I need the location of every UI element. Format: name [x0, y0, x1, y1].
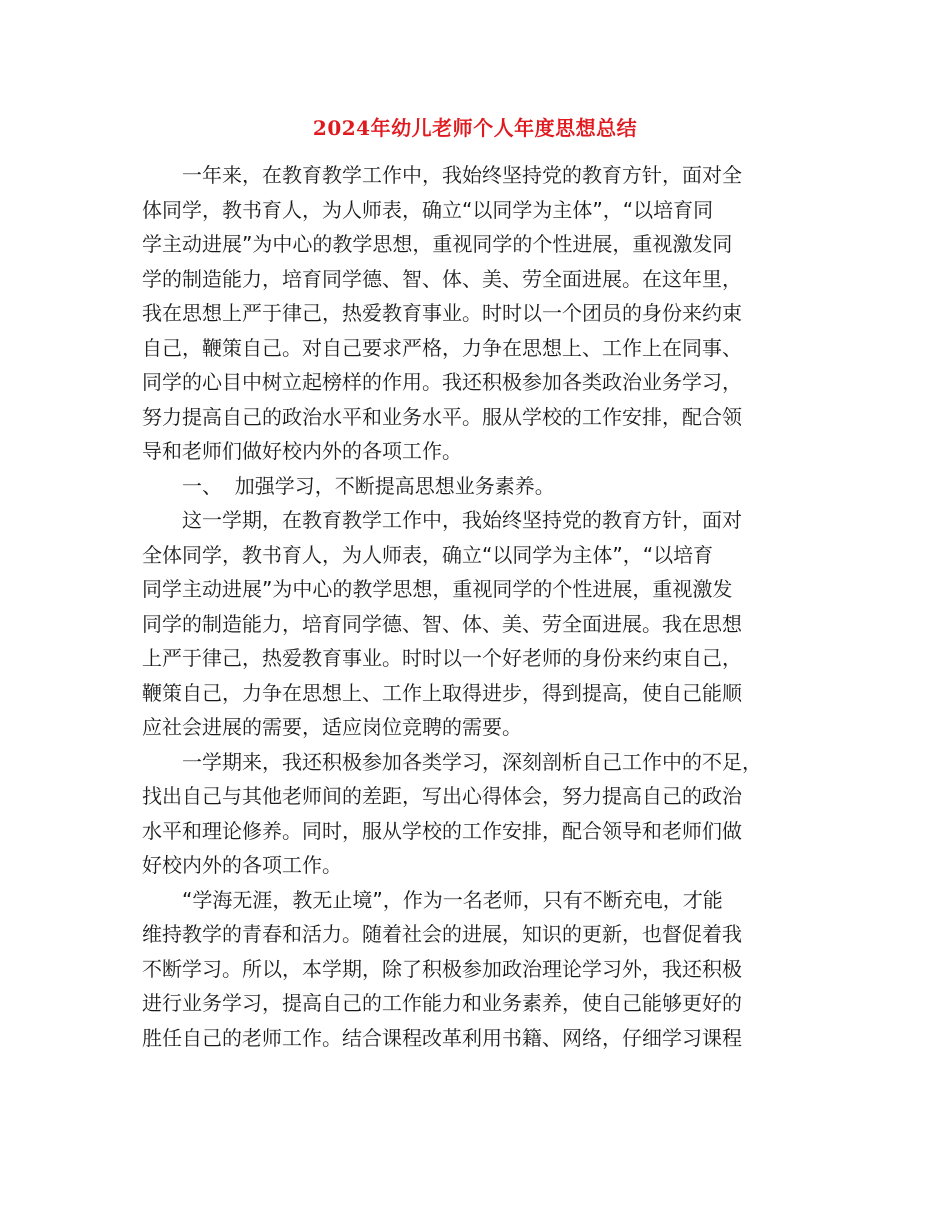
text-line: 全体同学，教书育人，为人师表，确立“以同学为主体”，“以培育	[142, 542, 714, 567]
text-line: 不断学习。所以，本学期，除了积极参加政治理论学习外，我还积极	[142, 956, 742, 981]
text-line: 维持教学的青春和活力。随着社会的进展，知识的更新，也督促着我	[142, 922, 742, 946]
text-line: 导和老师们做好校内外的各项工作。	[142, 439, 462, 463]
text-line: 同学的心目中树立起榜样的作用。我还积极参加各类政治业务学习，	[142, 370, 742, 394]
text-line: 进行业务学习，提高自己的工作能力和业务素养，使自己能够更好的	[142, 991, 742, 1015]
text-line: 学主动进展”为中心的教学思想，重视同学的个性进展，重视激发同	[142, 232, 733, 256]
text-line: 一年来，在教育教学工作中，我始终坚持党的教育方针，面对全	[182, 163, 742, 187]
text-line: 自己，鞭策自己。对自己要求严格，力争在思想上、工作上在同事、	[142, 335, 742, 360]
text-line: 这一学期，在教育教学工作中，我始终坚持党的教育方针，面对	[182, 508, 742, 532]
document-body	[142, 158, 810, 1055]
text-line: 同学的制造能力，培育同学德、智、体、美、劳全面进展。我在思想	[142, 611, 742, 636]
text-line: 一、 加强学习，不断提高思想业务素养。	[182, 473, 555, 498]
text-line: 一学期来，我还积极参加各类学习，深刻剖析自己工作中的不足，	[182, 749, 762, 774]
text-line: 努力提高自己的政治水平和业务水平。服从学校的工作安排，配合领	[142, 404, 742, 429]
text-line: 好校内外的各项工作。	[142, 853, 342, 877]
text-line: 学的制造能力，培育同学德、智、体、美、劳全面进展。在这年里，	[142, 266, 742, 291]
text-line: 我在思想上严于律己，热爱教育事业。时时以一个团员的身份来约束	[142, 301, 742, 325]
text-line: “学海无涯，教无止境”，作为一名老师，只有不断充电，才能	[182, 887, 723, 912]
text-line: 水平和理论修养。同时，服从学校的工作安排，配合领导和老师们做	[142, 818, 742, 843]
text-line: 上严于律己，热爱教育事业。时时以一个好老师的身份来约束自己，	[142, 646, 742, 670]
section-heading	[142, 469, 810, 504]
paragraph-semester	[142, 745, 810, 883]
paragraph-study	[142, 503, 810, 745]
text-line: 应社会进展的需要，适应岗位竞聘的需要。	[142, 715, 522, 739]
text-line: 找出自己与其他老师间的差距，写出心得体会，努力提高自己的政治	[142, 784, 742, 808]
document-title: 2024年幼儿老师个人年度思想总结	[312, 116, 638, 140]
text-line: 体同学，教书育人，为人师表，确立“以同学为主体”，“以培育同	[142, 197, 714, 222]
text-line: 胜任自己的老师工作。结合课程改革利用书籍、网络，仔细学习课程	[142, 1025, 742, 1050]
text-line: 同学主动进展”为中心的教学思想，重视同学的个性进展，重视激发	[142, 577, 733, 601]
paragraph-intro	[142, 158, 810, 469]
paragraph-learning	[142, 883, 810, 1056]
text-line: 鞭策自己，力争在思想上、工作上取得进步，得到提高，使自己能顺	[142, 680, 742, 705]
